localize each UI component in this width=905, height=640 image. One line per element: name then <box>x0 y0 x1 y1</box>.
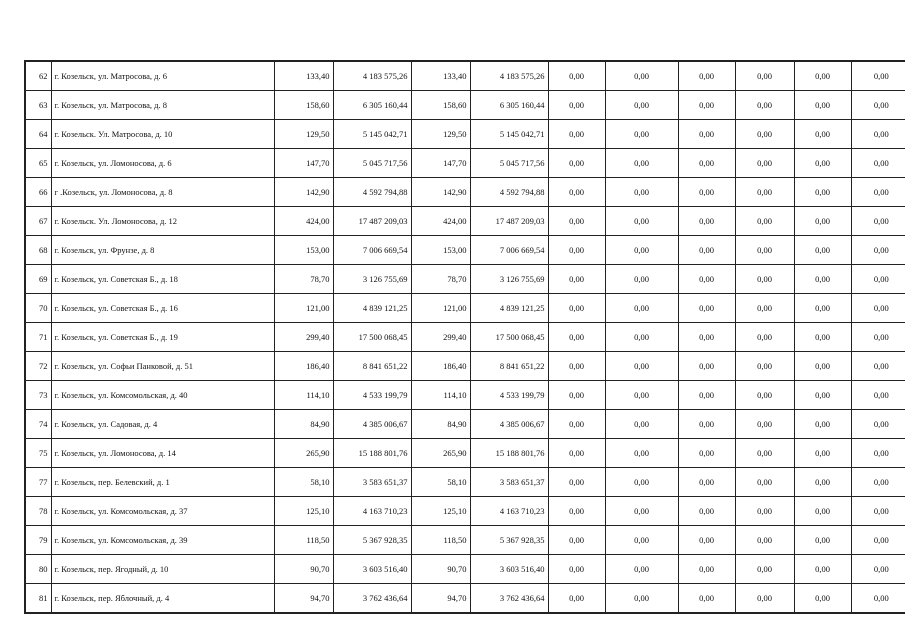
cell-value-col-12: 0,00 <box>851 497 905 526</box>
cell-value-col-8: 0,00 <box>605 381 678 410</box>
cell-row-number: 73 <box>25 381 51 410</box>
cell-value-col-12: 0,00 <box>851 323 905 352</box>
cell-value-col-8: 0,00 <box>605 526 678 555</box>
table-row <box>25 294 905 323</box>
cell-cost-repair: 3 762 436,64 <box>470 584 548 614</box>
cell-value-col-8: 0,00 <box>605 555 678 584</box>
cell-row-number: 72 <box>25 352 51 381</box>
housing-data-table <box>24 60 905 614</box>
table-row <box>25 207 905 236</box>
cell-area-total: 424,00 <box>274 207 333 236</box>
cell-value-col-12: 0,00 <box>851 410 905 439</box>
cell-value-col-9: 0,00 <box>678 149 735 178</box>
cell-value-col-12: 0,00 <box>851 584 905 614</box>
cell-area-total: 158,60 <box>274 91 333 120</box>
cell-value-col-11: 0,00 <box>794 120 851 149</box>
cell-cost-total: 3 583 651,37 <box>333 468 411 497</box>
cell-value-col-12: 0,00 <box>851 526 905 555</box>
cell-value-col-9: 0,00 <box>678 439 735 468</box>
cell-value-col-12: 0,00 <box>851 294 905 323</box>
cell-cost-repair: 5 045 717,56 <box>470 149 548 178</box>
cell-value-col-11: 0,00 <box>794 526 851 555</box>
cell-value-col-10: 0,00 <box>735 497 794 526</box>
cell-value-col-8: 0,00 <box>605 178 678 207</box>
cell-address: г .Козельск, ул. Ломоносова, д. 8 <box>51 178 274 207</box>
cell-value-col-10: 0,00 <box>735 61 794 91</box>
cell-area-total: 147,70 <box>274 149 333 178</box>
cell-value-col-9: 0,00 <box>678 410 735 439</box>
cell-row-number: 79 <box>25 526 51 555</box>
cell-area-total: 129,50 <box>274 120 333 149</box>
cell-value-col-9: 0,00 <box>678 178 735 207</box>
cell-value-col-12: 0,00 <box>851 265 905 294</box>
table-row <box>25 526 905 555</box>
cell-value-col-11: 0,00 <box>794 149 851 178</box>
cell-cost-repair: 3 583 651,37 <box>470 468 548 497</box>
cell-area-repair: 147,70 <box>411 149 470 178</box>
cell-value-col-12: 0,00 <box>851 468 905 497</box>
cell-value-col-8: 0,00 <box>605 149 678 178</box>
cell-value-col-10: 0,00 <box>735 526 794 555</box>
cell-value-col-10: 0,00 <box>735 236 794 265</box>
cell-area-repair: 84,90 <box>411 410 470 439</box>
cell-value-col-9: 0,00 <box>678 584 735 614</box>
cell-value-col-12: 0,00 <box>851 236 905 265</box>
table-row <box>25 61 905 91</box>
cell-area-total: 265,90 <box>274 439 333 468</box>
cell-area-total: 142,90 <box>274 178 333 207</box>
cell-value-col-12: 0,00 <box>851 555 905 584</box>
table-row <box>25 120 905 149</box>
cell-cost-total: 3 603 516,40 <box>333 555 411 584</box>
cell-address: г. Козельск, ул. Матросова, д. 6 <box>51 61 274 91</box>
cell-area-total: 125,10 <box>274 497 333 526</box>
table-row <box>25 439 905 468</box>
cell-row-number: 80 <box>25 555 51 584</box>
cell-value-col-7: 0,00 <box>548 584 605 614</box>
cell-area-total: 121,00 <box>274 294 333 323</box>
cell-area-repair: 186,40 <box>411 352 470 381</box>
cell-area-total: 78,70 <box>274 265 333 294</box>
cell-value-col-10: 0,00 <box>735 91 794 120</box>
cell-value-col-8: 0,00 <box>605 468 678 497</box>
cell-value-col-11: 0,00 <box>794 265 851 294</box>
cell-value-col-7: 0,00 <box>548 555 605 584</box>
cell-address: г. Козельск, ул. Ломоносова, д. 14 <box>51 439 274 468</box>
cell-area-repair: 121,00 <box>411 294 470 323</box>
cell-value-col-11: 0,00 <box>794 323 851 352</box>
cell-value-col-7: 0,00 <box>548 294 605 323</box>
table-row <box>25 410 905 439</box>
cell-row-number: 78 <box>25 497 51 526</box>
cell-address: г. Козельск, ул. Фрунзе, д. 8 <box>51 236 274 265</box>
cell-value-col-10: 0,00 <box>735 178 794 207</box>
cell-value-col-9: 0,00 <box>678 468 735 497</box>
cell-value-col-10: 0,00 <box>735 468 794 497</box>
cell-value-col-11: 0,00 <box>794 497 851 526</box>
table-row <box>25 265 905 294</box>
table-row <box>25 178 905 207</box>
cell-value-col-10: 0,00 <box>735 439 794 468</box>
cell-value-col-9: 0,00 <box>678 497 735 526</box>
cell-cost-total: 8 841 651,22 <box>333 352 411 381</box>
cell-cost-repair: 4 533 199,79 <box>470 381 548 410</box>
cell-value-col-12: 0,00 <box>851 381 905 410</box>
cell-row-number: 75 <box>25 439 51 468</box>
cell-value-col-9: 0,00 <box>678 352 735 381</box>
cell-cost-repair: 4 385 006,67 <box>470 410 548 439</box>
cell-cost-repair: 3 603 516,40 <box>470 555 548 584</box>
cell-value-col-8: 0,00 <box>605 61 678 91</box>
cell-value-col-8: 0,00 <box>605 439 678 468</box>
cell-address: г. Козельск. Ул. Матросова, д. 10 <box>51 120 274 149</box>
cell-cost-total: 4 533 199,79 <box>333 381 411 410</box>
cell-row-number: 62 <box>25 61 51 91</box>
cell-area-repair: 153,00 <box>411 236 470 265</box>
cell-cost-total: 5 145 042,71 <box>333 120 411 149</box>
cell-row-number: 69 <box>25 265 51 294</box>
cell-value-col-12: 0,00 <box>851 120 905 149</box>
cell-value-col-7: 0,00 <box>548 178 605 207</box>
cell-cost-repair: 5 367 928,35 <box>470 526 548 555</box>
cell-cost-total: 4 385 006,67 <box>333 410 411 439</box>
cell-value-col-11: 0,00 <box>794 555 851 584</box>
cell-value-col-8: 0,00 <box>605 584 678 614</box>
cell-value-col-10: 0,00 <box>735 294 794 323</box>
cell-cost-total: 5 367 928,35 <box>333 526 411 555</box>
cell-value-col-11: 0,00 <box>794 352 851 381</box>
cell-value-col-7: 0,00 <box>548 410 605 439</box>
cell-value-col-11: 0,00 <box>794 584 851 614</box>
cell-value-col-10: 0,00 <box>735 410 794 439</box>
cell-value-col-7: 0,00 <box>548 497 605 526</box>
cell-value-col-9: 0,00 <box>678 91 735 120</box>
cell-area-repair: 142,90 <box>411 178 470 207</box>
cell-area-total: 118,50 <box>274 526 333 555</box>
cell-value-col-10: 0,00 <box>735 323 794 352</box>
cell-value-col-7: 0,00 <box>548 236 605 265</box>
cell-cost-repair: 4 592 794,88 <box>470 178 548 207</box>
cell-cost-total: 17 500 068,45 <box>333 323 411 352</box>
cell-value-col-11: 0,00 <box>794 294 851 323</box>
cell-value-col-7: 0,00 <box>548 526 605 555</box>
cell-value-col-11: 0,00 <box>794 410 851 439</box>
table-row <box>25 352 905 381</box>
cell-value-col-7: 0,00 <box>548 468 605 497</box>
cell-cost-repair: 4 839 121,25 <box>470 294 548 323</box>
cell-value-col-9: 0,00 <box>678 61 735 91</box>
cell-value-col-8: 0,00 <box>605 323 678 352</box>
table-row <box>25 91 905 120</box>
cell-value-col-10: 0,00 <box>735 207 794 236</box>
cell-address: г. Козельск, ул. Комсомольская, д. 39 <box>51 526 274 555</box>
cell-value-col-9: 0,00 <box>678 323 735 352</box>
cell-value-col-8: 0,00 <box>605 207 678 236</box>
table-row <box>25 236 905 265</box>
cell-cost-repair: 17 500 068,45 <box>470 323 548 352</box>
table-body <box>25 61 905 613</box>
table-row <box>25 555 905 584</box>
cell-area-total: 114,10 <box>274 381 333 410</box>
cell-value-col-7: 0,00 <box>548 352 605 381</box>
cell-cost-repair: 4 183 575,26 <box>470 61 548 91</box>
cell-cost-repair: 5 145 042,71 <box>470 120 548 149</box>
cell-value-col-12: 0,00 <box>851 91 905 120</box>
cell-cost-total: 5 045 717,56 <box>333 149 411 178</box>
cell-value-col-8: 0,00 <box>605 294 678 323</box>
cell-value-col-9: 0,00 <box>678 555 735 584</box>
table-row <box>25 468 905 497</box>
cell-area-repair: 424,00 <box>411 207 470 236</box>
cell-address: г. Козельск, пер. Белевский, д. 1 <box>51 468 274 497</box>
cell-area-repair: 129,50 <box>411 120 470 149</box>
cell-area-repair: 118,50 <box>411 526 470 555</box>
cell-value-col-7: 0,00 <box>548 120 605 149</box>
cell-area-total: 133,40 <box>274 61 333 91</box>
cell-value-col-11: 0,00 <box>794 468 851 497</box>
cell-area-repair: 125,10 <box>411 497 470 526</box>
table-row <box>25 497 905 526</box>
cell-value-col-7: 0,00 <box>548 61 605 91</box>
cell-address: г. Козельск, пер. Яблочный, д. 4 <box>51 584 274 614</box>
cell-cost-total: 6 305 160,44 <box>333 91 411 120</box>
cell-address: г. Козельск, ул. Советская Б., д. 19 <box>51 323 274 352</box>
cell-cost-total: 4 183 575,26 <box>333 61 411 91</box>
cell-value-col-10: 0,00 <box>735 352 794 381</box>
cell-value-col-9: 0,00 <box>678 236 735 265</box>
cell-area-total: 153,00 <box>274 236 333 265</box>
cell-value-col-7: 0,00 <box>548 265 605 294</box>
cell-value-col-12: 0,00 <box>851 352 905 381</box>
cell-area-repair: 158,60 <box>411 91 470 120</box>
cell-row-number: 66 <box>25 178 51 207</box>
cell-row-number: 77 <box>25 468 51 497</box>
cell-address: г. Козельск, пер. Ягодный, д. 10 <box>51 555 274 584</box>
cell-value-col-7: 0,00 <box>548 439 605 468</box>
cell-cost-repair: 7 006 669,54 <box>470 236 548 265</box>
cell-value-col-9: 0,00 <box>678 526 735 555</box>
cell-area-total: 90,70 <box>274 555 333 584</box>
cell-value-col-12: 0,00 <box>851 61 905 91</box>
table-row <box>25 323 905 352</box>
cell-cost-repair: 6 305 160,44 <box>470 91 548 120</box>
cell-value-col-8: 0,00 <box>605 236 678 265</box>
cell-cost-total: 4 592 794,88 <box>333 178 411 207</box>
cell-address: г. Козельск, ул. Софьи Панковой, д. 51 <box>51 352 274 381</box>
cell-value-col-12: 0,00 <box>851 439 905 468</box>
cell-value-col-8: 0,00 <box>605 410 678 439</box>
cell-cost-total: 7 006 669,54 <box>333 236 411 265</box>
cell-address: г. Козельск, ул. Комсомольская, д. 40 <box>51 381 274 410</box>
cell-area-total: 94,70 <box>274 584 333 614</box>
cell-value-col-9: 0,00 <box>678 294 735 323</box>
cell-value-col-11: 0,00 <box>794 91 851 120</box>
cell-value-col-10: 0,00 <box>735 149 794 178</box>
cell-row-number: 70 <box>25 294 51 323</box>
cell-value-col-8: 0,00 <box>605 265 678 294</box>
cell-row-number: 63 <box>25 91 51 120</box>
cell-value-col-11: 0,00 <box>794 236 851 265</box>
cell-area-total: 186,40 <box>274 352 333 381</box>
cell-value-col-10: 0,00 <box>735 584 794 614</box>
cell-value-col-7: 0,00 <box>548 381 605 410</box>
cell-area-total: 58,10 <box>274 468 333 497</box>
cell-value-col-10: 0,00 <box>735 265 794 294</box>
cell-cost-repair: 8 841 651,22 <box>470 352 548 381</box>
cell-cost-repair: 3 126 755,69 <box>470 265 548 294</box>
cell-cost-repair: 4 163 710,23 <box>470 497 548 526</box>
cell-value-col-11: 0,00 <box>794 439 851 468</box>
cell-row-number: 71 <box>25 323 51 352</box>
cell-value-col-12: 0,00 <box>851 207 905 236</box>
cell-value-col-11: 0,00 <box>794 381 851 410</box>
cell-area-repair: 78,70 <box>411 265 470 294</box>
table-row <box>25 584 905 614</box>
cell-value-col-11: 0,00 <box>794 207 851 236</box>
cell-value-col-10: 0,00 <box>735 120 794 149</box>
cell-address: г. Козельск, ул. Советская Б., д. 18 <box>51 265 274 294</box>
cell-area-total: 299,40 <box>274 323 333 352</box>
cell-cost-repair: 17 487 209,03 <box>470 207 548 236</box>
cell-address: г. Козельск, ул. Комсомольская, д. 37 <box>51 497 274 526</box>
cell-cost-total: 4 163 710,23 <box>333 497 411 526</box>
table-row <box>25 381 905 410</box>
cell-cost-total: 17 487 209,03 <box>333 207 411 236</box>
cell-address: г. Козельск, ул. Советская Б., д. 16 <box>51 294 274 323</box>
cell-address: г. Козельск, ул. Матросова, д. 8 <box>51 91 274 120</box>
cell-value-col-8: 0,00 <box>605 91 678 120</box>
cell-cost-total: 4 839 121,25 <box>333 294 411 323</box>
cell-cost-repair: 15 188 801,76 <box>470 439 548 468</box>
cell-value-col-11: 0,00 <box>794 178 851 207</box>
table-row <box>25 149 905 178</box>
cell-value-col-12: 0,00 <box>851 178 905 207</box>
cell-area-repair: 58,10 <box>411 468 470 497</box>
cell-value-col-7: 0,00 <box>548 91 605 120</box>
cell-row-number: 81 <box>25 584 51 614</box>
cell-address: г. Козельск, ул. Ломоносова, д. 6 <box>51 149 274 178</box>
cell-value-col-7: 0,00 <box>548 323 605 352</box>
cell-area-repair: 114,10 <box>411 381 470 410</box>
cell-row-number: 68 <box>25 236 51 265</box>
cell-value-col-12: 0,00 <box>851 149 905 178</box>
cell-value-col-9: 0,00 <box>678 207 735 236</box>
cell-value-col-10: 0,00 <box>735 381 794 410</box>
cell-value-col-10: 0,00 <box>735 555 794 584</box>
cell-value-col-9: 0,00 <box>678 265 735 294</box>
cell-row-number: 67 <box>25 207 51 236</box>
cell-value-col-8: 0,00 <box>605 497 678 526</box>
cell-cost-total: 15 188 801,76 <box>333 439 411 468</box>
cell-cost-total: 3 762 436,64 <box>333 584 411 614</box>
cell-area-repair: 90,70 <box>411 555 470 584</box>
cell-value-col-11: 0,00 <box>794 61 851 91</box>
cell-row-number: 74 <box>25 410 51 439</box>
cell-value-col-9: 0,00 <box>678 381 735 410</box>
cell-value-col-8: 0,00 <box>605 352 678 381</box>
cell-area-repair: 265,90 <box>411 439 470 468</box>
cell-address: г. Козельск, ул. Садовая, д. 4 <box>51 410 274 439</box>
cell-row-number: 64 <box>25 120 51 149</box>
cell-area-repair: 133,40 <box>411 61 470 91</box>
cell-area-repair: 94,70 <box>411 584 470 614</box>
cell-value-col-7: 0,00 <box>548 149 605 178</box>
cell-row-number: 65 <box>25 149 51 178</box>
cell-value-col-9: 0,00 <box>678 120 735 149</box>
cell-cost-total: 3 126 755,69 <box>333 265 411 294</box>
cell-value-col-8: 0,00 <box>605 120 678 149</box>
cell-area-total: 84,90 <box>274 410 333 439</box>
cell-area-repair: 299,40 <box>411 323 470 352</box>
cell-value-col-7: 0,00 <box>548 207 605 236</box>
cell-address: г. Козельск. Ул. Ломоносова, д. 12 <box>51 207 274 236</box>
